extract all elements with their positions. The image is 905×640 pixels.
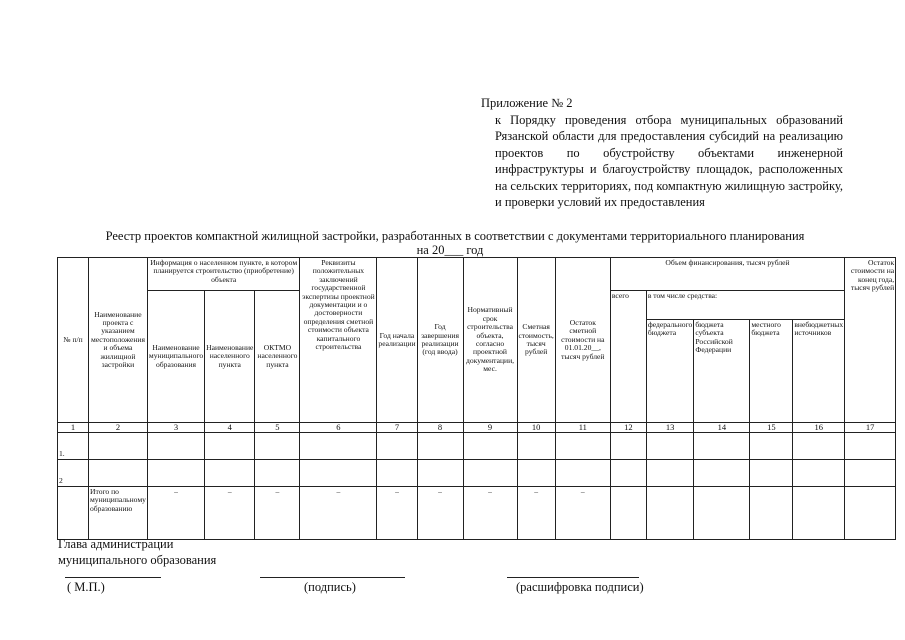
head-title-line2: муниципального образования bbox=[58, 553, 217, 567]
header-total: всего bbox=[610, 291, 646, 423]
row-number: 2 bbox=[58, 460, 89, 487]
header-municipality-name: Наименование муниципального образования bbox=[147, 291, 204, 423]
annex-title: Приложение № 2 bbox=[481, 96, 573, 110]
column-number: 1 bbox=[58, 423, 89, 433]
header-settlement-info: Информация о населенном пункте, в котором планируется строительство (приобретение) объекта bbox=[147, 258, 300, 291]
dash-cell: – bbox=[555, 487, 610, 540]
dash-cell: – bbox=[377, 487, 417, 540]
header-end-year: Год завершения реализации (год ввода) bbox=[417, 258, 463, 423]
header-remaining-end: Остаток стоимости на конец года, тысяч рублей bbox=[845, 258, 896, 423]
registry-title: Реестр проектов компактной жилищной застройки, разработанных в соответствии с документами территориального планирования bbox=[105, 229, 805, 243]
total-label: Итого по муниципальному образованию bbox=[89, 487, 148, 540]
column-number: 11 bbox=[555, 423, 610, 433]
column-number: 9 bbox=[463, 423, 517, 433]
registry-table bbox=[57, 257, 896, 540]
header-start-year: Год начала реализации bbox=[377, 258, 417, 423]
head-title-line1: Глава администрации bbox=[58, 537, 174, 551]
table-row bbox=[58, 460, 896, 487]
header-requisites: Реквизиты положительных заключений государственной экспертизы проектной документации и о достоверности определения сметной стоимости объекта капитального строительства bbox=[300, 258, 377, 423]
total-row bbox=[58, 487, 896, 540]
header-estimated-cost: Сметная стоимость, тысяч рублей bbox=[517, 258, 555, 423]
decoding-label: (расшифровка подписи) bbox=[516, 580, 644, 594]
column-number: 12 bbox=[610, 423, 646, 433]
stamp-label: ( М.П.) bbox=[67, 580, 105, 594]
header-including: в том числе средства: bbox=[646, 291, 844, 320]
header-settlement-name: Наименование населенного пункта bbox=[205, 291, 255, 423]
dash-cell: – bbox=[255, 487, 300, 540]
column-number: 4 bbox=[205, 423, 255, 433]
signature-label: (подпись) bbox=[304, 580, 356, 594]
header-oktmo: ОКТМО населенного пункта bbox=[255, 291, 300, 423]
registry-year: на 20___ год bbox=[416, 243, 484, 257]
column-number: 6 bbox=[300, 423, 377, 433]
column-numbers-row bbox=[58, 423, 896, 433]
header-normative-term: Нормативный срок строительства объекта, согласно проектной документации, мес. bbox=[463, 258, 517, 423]
column-number: 15 bbox=[750, 423, 793, 433]
header-extrabudget: внебюджетных источников bbox=[793, 320, 845, 423]
stamp-line bbox=[65, 577, 161, 578]
row-number: 1. bbox=[58, 433, 89, 460]
annex-block bbox=[481, 95, 843, 211]
dash-cell: – bbox=[463, 487, 517, 540]
decoding-line bbox=[507, 577, 639, 578]
header-project-name: Наименование проекта с указанием местоположения и объема жилищной застройки bbox=[89, 258, 148, 423]
dash-cell: – bbox=[417, 487, 463, 540]
table-row bbox=[58, 433, 896, 460]
header-regional: бюджета субъекта Российской Федерации bbox=[694, 320, 750, 423]
column-number: 13 bbox=[646, 423, 694, 433]
column-number: 7 bbox=[377, 423, 417, 433]
header-financing: Объем финансирования, тысяч рублей bbox=[610, 258, 844, 291]
dash-cell: – bbox=[205, 487, 255, 540]
column-number: 17 bbox=[845, 423, 896, 433]
column-number: 3 bbox=[147, 423, 204, 433]
dash-cell: – bbox=[147, 487, 204, 540]
column-number: 5 bbox=[255, 423, 300, 433]
signature-line bbox=[260, 577, 405, 578]
annex-text: к Порядку проведения отбора муниципальных образований Рязанской области для предоставления субсидий на реализацию проектов по обустройству объектами инженерной инфраструктуры и благоустройству площадок, расположенных на сельских территориях, под компактную жилищную застройку, и проверки условий их предоставления bbox=[495, 112, 843, 209]
column-number: 10 bbox=[517, 423, 555, 433]
column-number: 2 bbox=[89, 423, 148, 433]
column-number: 8 bbox=[417, 423, 463, 433]
dash-cell: – bbox=[300, 487, 377, 540]
header-local: местного бюджета bbox=[750, 320, 793, 423]
header-federal: федерального бюджета bbox=[646, 320, 694, 423]
column-number: 14 bbox=[694, 423, 750, 433]
header-remaining-cost: Остаток сметной стоимости на 01.01.20__, тысяч рублей bbox=[555, 258, 610, 423]
header-num: № п/п bbox=[58, 258, 89, 423]
dash-cell: – bbox=[517, 487, 555, 540]
column-number: 16 bbox=[793, 423, 845, 433]
